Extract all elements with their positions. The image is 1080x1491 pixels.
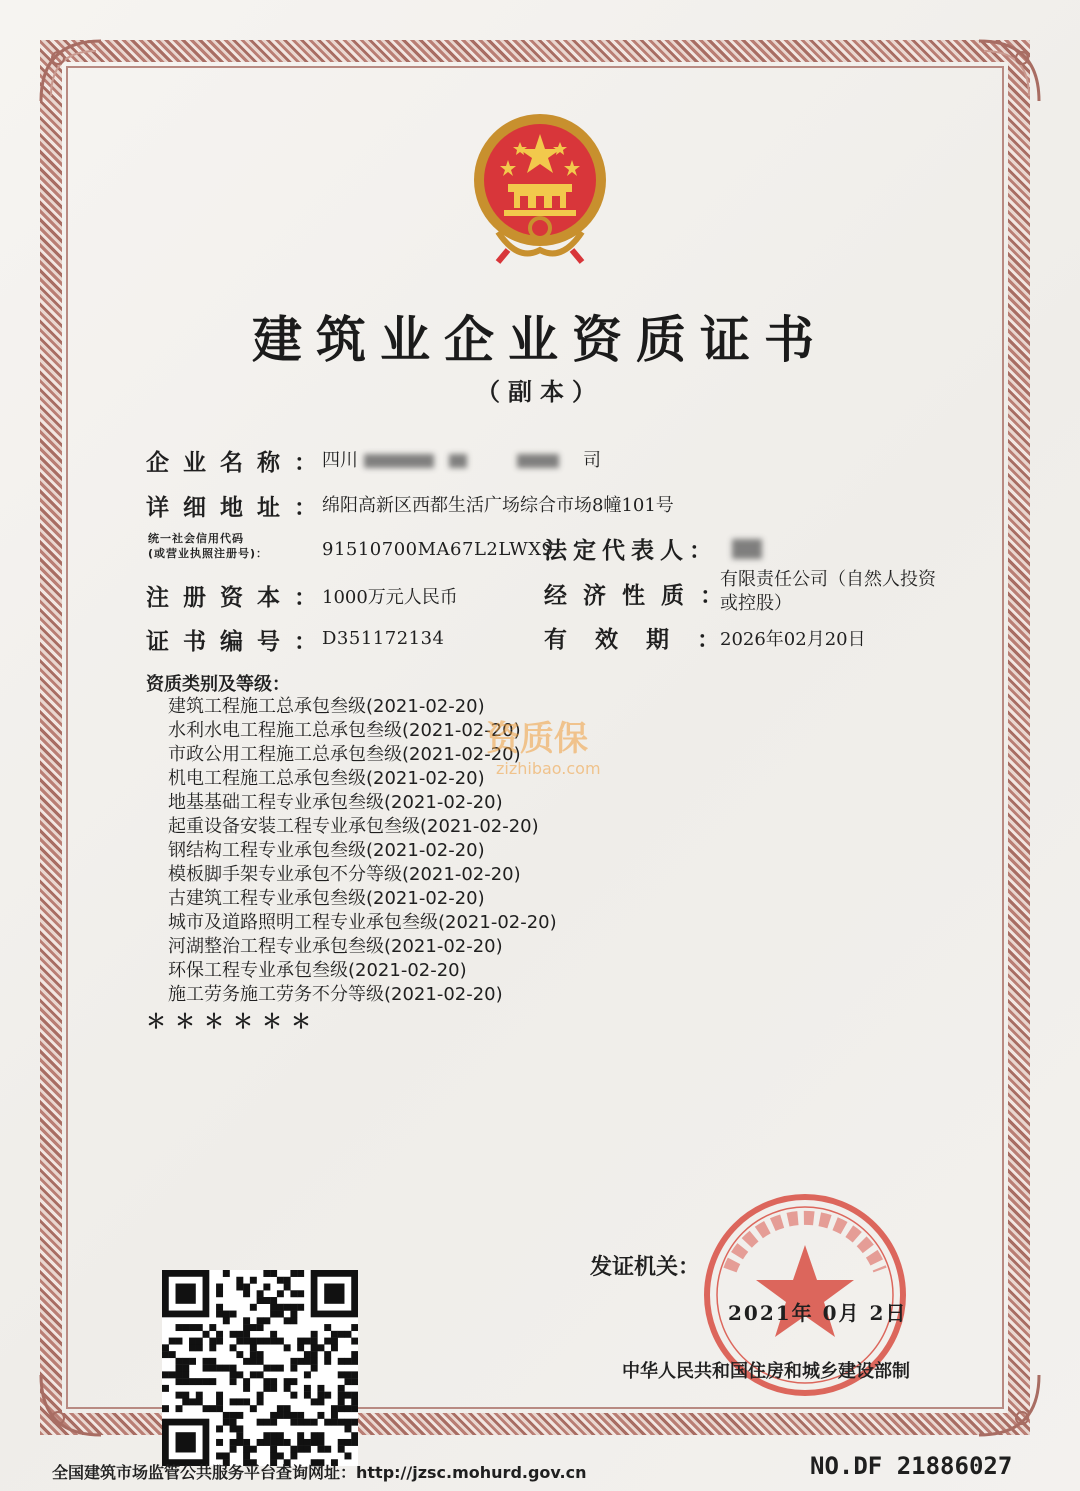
credit-code-label bbox=[148, 531, 268, 561]
query-url-footer: 全国建筑市场监管公共服务平台查询网址：http://jzsc.mohurd.gov.cn bbox=[52, 1463, 587, 1482]
issue-date: 2021年 0月 2日 bbox=[728, 1301, 908, 1325]
redaction-block bbox=[732, 539, 762, 559]
credit-code-value: 91510700MA67L2LWX9 bbox=[322, 539, 554, 560]
cert-number-value: D351172134 bbox=[322, 628, 445, 649]
economic-nature-label: 经济性质： bbox=[544, 583, 739, 609]
economic-nature-line1: 有限责任公司（自然人投资 bbox=[720, 569, 936, 590]
qualification-item: 建筑工程施工总承包叁级(2021-02-20) bbox=[168, 696, 485, 717]
ministry-name: 中华人民共和国住房和城乡建设部制 bbox=[622, 1361, 910, 1382]
economic-nature-value bbox=[720, 568, 936, 616]
economic-nature-line2: 或控股） bbox=[720, 593, 792, 614]
qualification-item: 古建筑工程专业承包叁级(2021-02-20) bbox=[168, 888, 485, 909]
qr-code-icon bbox=[162, 1270, 358, 1466]
issuer-label: 发证机关： bbox=[590, 1255, 701, 1280]
qualification-item: 城市及道路照明工程专业承包叁级(2021-02-20) bbox=[168, 912, 557, 933]
corner-ornament-icon bbox=[36, 36, 106, 106]
company-name-label: 企业名称： bbox=[146, 450, 331, 476]
capital-value: 1000万元人民币 bbox=[322, 587, 458, 608]
corner-ornament-icon bbox=[36, 1370, 106, 1440]
qualification-item: 钢结构工程专业承包叁级(2021-02-20) bbox=[168, 840, 485, 861]
redaction-block bbox=[517, 454, 559, 468]
credit-code-label-line2: (或营业执照注册号)： bbox=[148, 547, 269, 560]
qualification-item: 施工劳务施工劳务不分等级(2021-02-20) bbox=[168, 984, 503, 1005]
certificate-subtitle: （副本） bbox=[476, 378, 604, 406]
legal-rep-label: 法定代表人： bbox=[544, 538, 718, 564]
qualification-item: 地基基础工程专业承包叁级(2021-02-20) bbox=[168, 792, 503, 813]
qualifications-heading: 资质类别及等级： bbox=[146, 674, 290, 695]
watermark-text: 资质保 bbox=[486, 719, 588, 759]
address-value: 绵阳高新区西都生活广场综合市场8幢101号 bbox=[322, 495, 674, 516]
corner-ornament-icon bbox=[974, 36, 1044, 106]
cert-number-label: 证书编号： bbox=[146, 629, 331, 655]
qualification-item: 环保工程专业承包叁级(2021-02-20) bbox=[168, 960, 467, 981]
qualification-item: 起重设备安装工程专业承包叁级(2021-02-20) bbox=[168, 816, 539, 837]
address-label: 详细地址： bbox=[146, 495, 331, 521]
company-name-prefix: 四川 bbox=[322, 450, 358, 471]
serial-number: NO.DF 21886027 bbox=[810, 1452, 1013, 1480]
validity-value: 2026年02月20日 bbox=[720, 629, 866, 650]
end-stars: ＊＊＊＊＊＊ bbox=[146, 1009, 320, 1033]
company-name-suffix: 司 bbox=[582, 450, 601, 471]
company-name-value bbox=[322, 446, 601, 472]
qualification-item: 河湖整治工程专业承包叁级(2021-02-20) bbox=[168, 936, 503, 957]
certificate-title: 建筑业企业资质证书 bbox=[252, 311, 828, 369]
qualification-item: 模板脚手架专业承包不分等级(2021-02-20) bbox=[168, 864, 521, 885]
credit-code-label-line1: 统一社会信用代码 bbox=[148, 532, 244, 545]
watermark-logo bbox=[478, 712, 628, 782]
qualification-item: 机电工程施工总承包叁级(2021-02-20) bbox=[168, 768, 485, 789]
qualification-item: 水利水电工程施工总承包叁级(2021-02-20) bbox=[168, 720, 521, 741]
redaction-block bbox=[449, 454, 467, 468]
watermark-url: zizhibao.com bbox=[496, 759, 601, 778]
national-emblem-icon bbox=[468, 112, 612, 264]
redaction-block bbox=[364, 454, 434, 468]
validity-label: 有效期： bbox=[544, 627, 748, 653]
qualification-item: 市政公用工程施工总承包叁级(2021-02-20) bbox=[168, 744, 521, 765]
legal-rep-value bbox=[732, 538, 762, 559]
capital-label: 注册资本： bbox=[146, 585, 331, 611]
corner-ornament-icon bbox=[974, 1370, 1044, 1440]
